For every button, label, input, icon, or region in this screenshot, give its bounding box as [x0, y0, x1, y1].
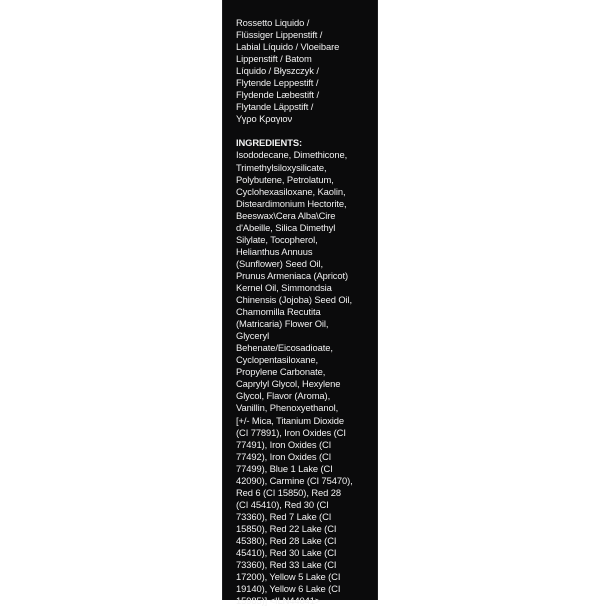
ingredient-line: Red 6 (CI 15850), Red 28	[236, 486, 341, 498]
ingredient-line: Cyclohexasiloxane, Kaolin,	[236, 185, 346, 197]
product-name-line: Flytande Läppstift /	[236, 101, 314, 113]
ingredient-line: 15850), Red 22 Lake (CI	[236, 522, 337, 534]
ingredient-line: 45380), Red 28 Lake (CI	[236, 534, 337, 546]
ingredient-line: 15985)] <ILN44041>	[236, 595, 321, 607]
product-name-line: Labial Líquido / Vloeibare	[236, 41, 340, 53]
product-name-line: Líquido / Błyszczyk /	[236, 65, 319, 77]
ingredient-line: Prunus Armeniaca (Apricot)	[236, 269, 349, 281]
ingredient-line: Cyclopentasiloxane,	[236, 354, 319, 366]
ingredient-line: Beeswax\Cera Alba\Cire	[236, 209, 336, 221]
product-name-block	[236, 17, 372, 125]
ingredient-line: (Sunflower) Seed Oil,	[236, 257, 323, 269]
ingredient-line: 77491), Iron Oxides (CI	[236, 438, 332, 450]
package-text	[236, 17, 372, 607]
ingredient-line: 73360), Red 33 Lake (CI	[236, 559, 337, 571]
ingredients-list	[236, 149, 372, 607]
ingredient-line: 45410), Red 30 Lake (CI	[236, 547, 337, 559]
ingredient-line: (CI 45410), Red 30 (CI	[236, 498, 329, 510]
product-name-line: Rossetto Liquido /	[236, 17, 310, 28]
ingredient-line: Behenate/Eicosadioate,	[236, 342, 333, 354]
product-name-line: Flytende Leppestift /	[236, 77, 319, 89]
ingredient-line: 19140), Yellow 6 Lake (CI	[236, 583, 341, 595]
ingredient-line: Kernel Oil, Simmondsia	[236, 281, 332, 293]
ingredients-heading: INGREDIENTS:	[236, 137, 302, 149]
ingredient-line: Helianthus Annuus	[236, 245, 313, 257]
product-name-line: Υγρο Κραγιον	[236, 113, 293, 125]
ingredient-line: Propylene Carbonate,	[236, 366, 326, 378]
ingredient-line: Glyceryl	[236, 330, 270, 342]
ingredient-line: Glycol, Flavor (Aroma),	[236, 390, 331, 402]
ingredient-line: Isododecane, Dimethicone,	[236, 149, 348, 161]
ingredient-line: 42090), Carmine (CI 75470),	[236, 474, 353, 486]
product-name-line: Flüssiger Lippenstift /	[236, 29, 323, 41]
ingredient-line: Trimethylsiloxysilicate,	[236, 161, 327, 173]
product-name-line: Flydende Læbestift /	[236, 89, 319, 101]
ingredient-line: Polybutene, Petrolatum,	[236, 173, 334, 185]
ingredient-line: Vanillin, Phenoxyethanol,	[236, 402, 339, 414]
ingredient-line: 77492), Iron Oxides (CI	[236, 450, 332, 462]
ingredient-line: Silylate, Tocopherol,	[236, 233, 318, 245]
ingredient-line: [+/- Mica, Titanium Dioxide	[236, 414, 345, 426]
ingredient-line: 17200), Yellow 5 Lake (CI	[236, 571, 341, 583]
ingredient-line: Chamomilla Recutita	[236, 306, 321, 318]
ingredient-line: Caprylyl Glycol, Hexylene	[236, 378, 341, 390]
ingredient-line: Disteardimonium Hectorite,	[236, 197, 347, 209]
ingredient-line: (CI 77891), Iron Oxides (CI	[236, 426, 346, 438]
ingredient-line: Chinensis (Jojoba) Seed Oil,	[236, 294, 353, 306]
spacer	[236, 125, 372, 137]
ingredient-line: (Matricaria) Flower Oil,	[236, 318, 329, 330]
product-name-line: Lippenstift / Batom	[236, 53, 312, 65]
ingredient-line: d'Abeille, Silica Dimethyl	[236, 221, 336, 233]
ingredient-line: 73360), Red 7 Lake (CI	[236, 510, 332, 522]
ingredient-line: 77499), Blue 1 Lake (CI	[236, 462, 333, 474]
